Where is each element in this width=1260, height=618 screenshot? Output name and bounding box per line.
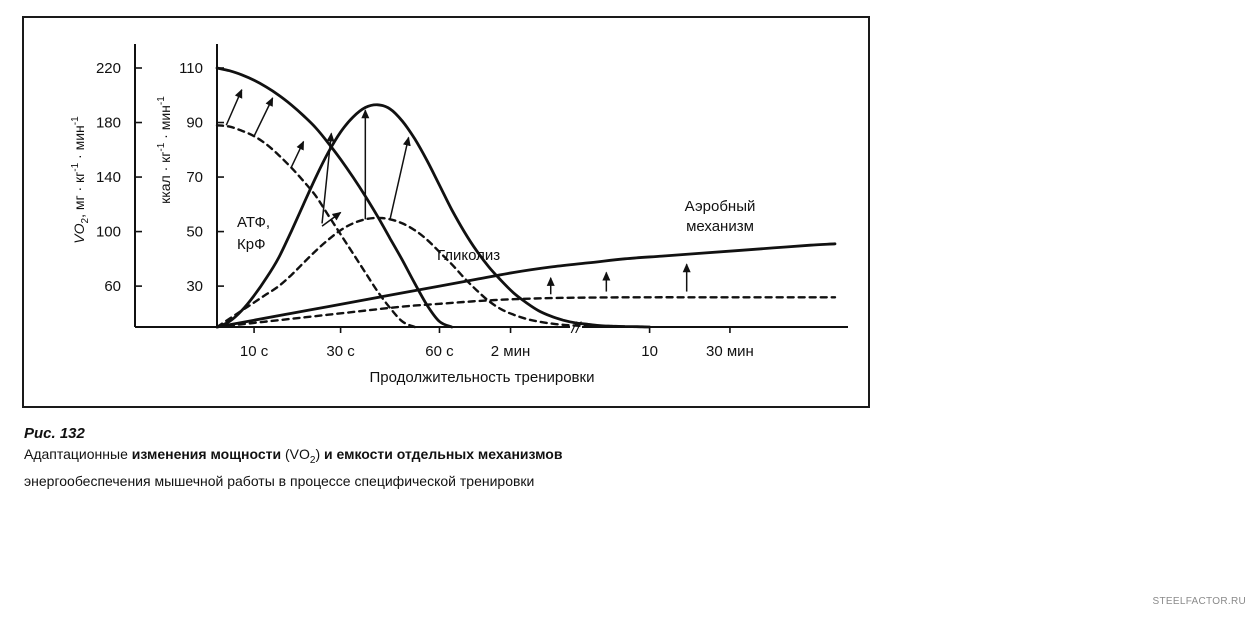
adaptation-arrow: [322, 133, 331, 223]
adaptation-arrow: [291, 142, 303, 168]
left-tick-label: 220: [95, 60, 121, 77]
figure-number: Рис. 132: [24, 425, 85, 442]
series-line-4-dashed: [217, 218, 588, 327]
caption-text-b: изменения мощности: [131, 446, 282, 462]
adaptation-arrow: [390, 138, 409, 220]
x-tick-label: 60 с: [425, 343, 454, 360]
x-axis-break-mark: //: [571, 320, 581, 337]
annotation-atp-line1: АТФ,: [237, 214, 271, 231]
left-axis-title: $VO_2$, мг · $кг^{-1} \cdot мин^{-1}$: [70, 116, 91, 244]
x-tick-label: 2 мин: [490, 343, 531, 360]
caption-line-1: [24, 444, 924, 471]
x-axis-title: Продолжительность тренировки: [369, 369, 595, 386]
caption-line-2: энергообеспечения мышечной работы в процессе специфической тренировки: [24, 472, 535, 489]
left-tick-label: 60: [104, 278, 121, 296]
x-tick-label: 10 с: [239, 343, 269, 360]
annotation-aerobic-line1: Аэробный: [684, 198, 756, 215]
series-line-1-solid: [217, 68, 452, 327]
annotation-atp-line2: КрФ: [237, 236, 266, 253]
adaptation-arrow: [226, 90, 241, 125]
right-tick-label: 90: [186, 114, 203, 132]
annotation-glycolysis: Гликолиз: [437, 247, 501, 264]
right-tick-label: 70: [186, 169, 203, 187]
watermark: STEELFACTOR.RU: [1152, 596, 1246, 607]
figure-caption: [24, 424, 924, 491]
caption-text-a: Адаптационные: [24, 446, 132, 462]
x-tick-label: 30 с: [326, 343, 355, 360]
series-line-3-solid: [217, 105, 650, 327]
right-tick-label: 30: [186, 278, 203, 296]
caption-subscript: 2: [309, 454, 316, 466]
annotation-aerobic-line2: механизм: [686, 218, 754, 235]
x-axis-ticks: [240, 327, 754, 360]
adaptation-arrow: [254, 98, 273, 136]
x-tick-label: 10: [641, 343, 658, 360]
caption-text-e: и емкости отдельных механизмов: [324, 446, 563, 462]
right-tick-label: 110: [179, 60, 203, 77]
adaptation-arrow: [322, 212, 341, 226]
left-tick-label: 180: [95, 114, 121, 132]
left-tick-label: 140: [95, 169, 121, 187]
caption-text-c: (VO: [281, 446, 310, 462]
right-tick-label: 50: [186, 223, 203, 241]
caption-text-d: ): [315, 446, 324, 462]
x-tick-label: 30 мин: [706, 343, 754, 360]
left-tick-label: 100: [95, 223, 121, 241]
right-axis-title: ккал · $кг^{-1} \cdot мин^{-1}$: [156, 96, 173, 204]
